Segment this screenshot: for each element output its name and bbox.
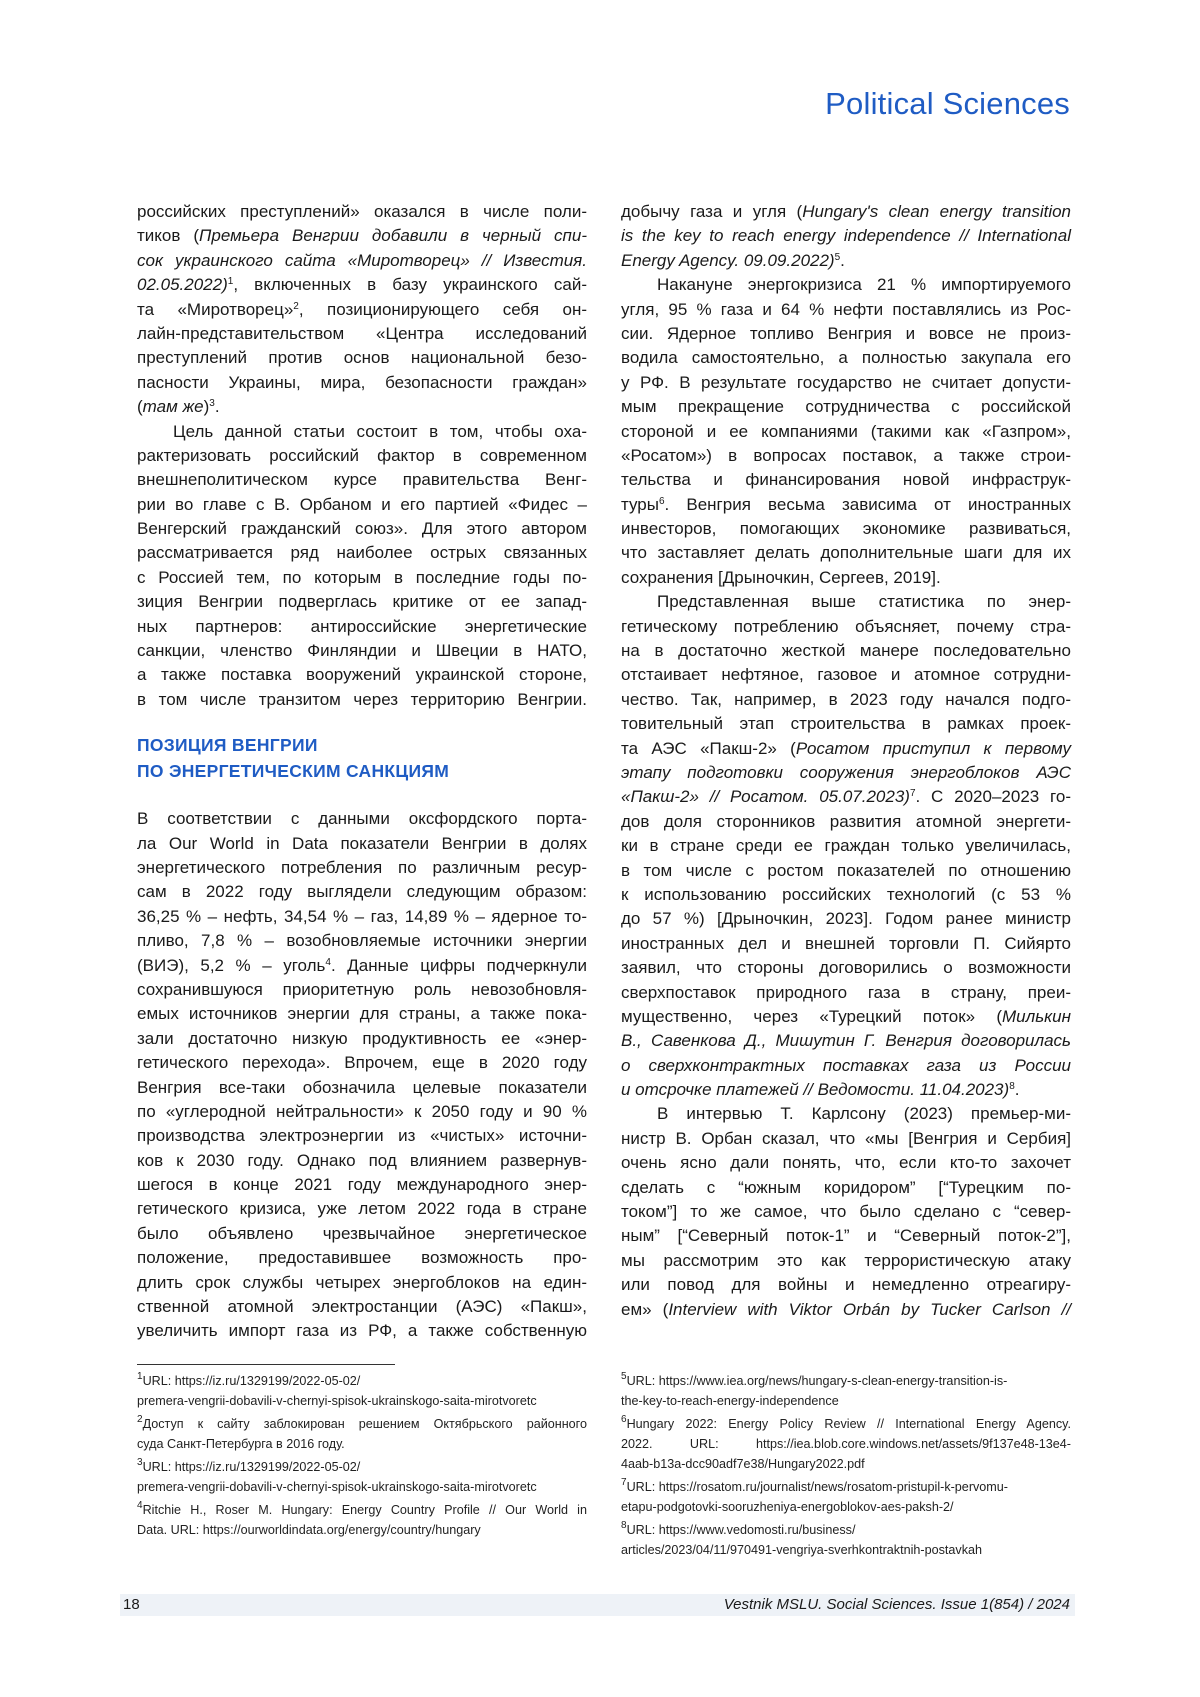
- text-segment: или повод для войны и немедленно отреагиру-: [621, 1275, 1071, 1294]
- text-line: [621, 1455, 1071, 1475]
- text-line: [621, 859, 1071, 883]
- text-segment: у РФ. В результате государство не считает допусти-: [621, 373, 1071, 392]
- footnote-marker: 8: [1009, 1081, 1015, 1092]
- body-paragraph: [621, 590, 1071, 1102]
- text-segment: . Венгрия весьма зависима от иностранных: [665, 495, 1071, 514]
- italic-citation: Interview with Viktor Orbán by Tucker Carlson //: [668, 1300, 1071, 1319]
- text-segment: URL: https://iz.ru/1329199/2022-05-02/: [143, 1374, 361, 1388]
- text-segment: сделать с “южным коридором” [“Турецким по-: [621, 1178, 1071, 1197]
- text-segment: заявил, что стороны договорились о возможности: [621, 958, 1071, 977]
- text-line: [137, 1295, 587, 1319]
- text-line: [137, 1027, 587, 1051]
- text-line: [137, 1173, 587, 1197]
- text-line: [137, 493, 587, 517]
- text-line: [137, 880, 587, 904]
- text-segment: мым прекращение сотрудничества с российской: [621, 397, 1071, 416]
- text-segment: URL: https://rosatom.ru/journalist/news/rosatom-pristupil-k-pervomu-: [627, 1480, 1008, 1494]
- text-segment: иностранных дел и внешней торговли П. Сийярто: [621, 934, 1071, 953]
- text-segment: отстаивает нефтяное, газовое и атомное сотрудни-: [621, 665, 1071, 684]
- text-segment: гетического перехода». Впрочем, еще в 2020 году: [137, 1053, 587, 1072]
- text-line: [137, 371, 587, 395]
- text-line: [621, 1372, 1071, 1392]
- text-segment: articles/2023/04/11/970491-vengriya-sverhkontraktnih-postavkah: [621, 1543, 982, 1557]
- text-segment: , включенных в базу украинского сай-: [233, 275, 587, 294]
- text-segment: с Россией тем, по которым в последние годы по-: [137, 568, 587, 587]
- page-number: 18: [123, 1596, 140, 1613]
- footnote-marker: 6: [659, 496, 665, 507]
- text-line: [621, 615, 1071, 639]
- text-line: [137, 1051, 587, 1075]
- italic-citation: Hungary's clean energy transition: [802, 202, 1071, 221]
- text-segment: сохранения [Дрыночкин, Сергеев, 2019].: [621, 568, 941, 587]
- text-segment: «Росатом») в вопросах поставок, а также строи-: [621, 446, 1071, 465]
- text-segment: ем» (: [621, 1300, 668, 1319]
- footnote-4: [137, 1501, 587, 1541]
- text-line: [621, 1078, 1071, 1102]
- text-segment: ков к 2030 году. Однако под влиянием развернув-: [137, 1151, 587, 1170]
- footnote-marker: 5: [621, 1371, 627, 1382]
- text-line: [621, 493, 1071, 517]
- text-segment: сохранившуюся приоритетную роль невозобновля-: [137, 980, 587, 999]
- italic-citation: Energy Agency. 09.09.2022): [621, 251, 835, 270]
- text-line: [137, 1435, 587, 1455]
- text-segment: туры: [621, 495, 659, 514]
- body-paragraph: [621, 1102, 1071, 1322]
- text-segment: . Данные цифры подчеркнули: [331, 956, 587, 975]
- text-segment: производства электроэнергии из «чистых» источни-: [137, 1126, 587, 1145]
- text-segment: URL: https://www.iea.org/news/hungary-s-clean-energy-transition-is-: [627, 1374, 1008, 1388]
- text-segment: ки в стране среди ее граждан только увеличилась,: [621, 836, 1071, 855]
- text-segment: чество. Так, например, в 2023 году начался подго-: [621, 690, 1071, 709]
- text-segment: та АЭС «Пакш-2» (: [621, 739, 796, 758]
- text-line: [137, 420, 587, 444]
- body-paragraph: [137, 807, 587, 1344]
- text-line: [621, 907, 1071, 931]
- text-line: [137, 322, 587, 346]
- text-segment: водила самостоятельно, а полностью закупала его: [621, 348, 1071, 367]
- text-line: [137, 1478, 587, 1498]
- text-segment: было объявлено чрезвычайное энергетическое: [137, 1224, 587, 1243]
- text-segment: сам в 2022 году выглядели следующим образом:: [137, 882, 587, 901]
- text-segment: , позиционирующего себя он-: [299, 300, 587, 319]
- text-segment: длить срок службы четырех энергоблоков на един-: [137, 1273, 587, 1292]
- text-line: [621, 761, 1071, 785]
- text-line: [137, 1197, 587, 1221]
- text-line: [137, 1222, 587, 1246]
- footnote-6: [621, 1415, 1071, 1474]
- text-segment: ных партнеров: антироссийские энергетические: [137, 617, 587, 636]
- footnote-marker: 5: [835, 252, 841, 263]
- text-segment: товительный этап строительства в рамках проек-: [621, 714, 1071, 733]
- text-line: [137, 1458, 587, 1478]
- text-line: [137, 663, 587, 687]
- page-footer: [120, 1594, 1075, 1616]
- text-line: [621, 1498, 1071, 1518]
- text-segment: инвесторов, помогающих экономике развиваться,: [621, 519, 1071, 538]
- italic-citation: Премьера Венгрии добавили в черный спи-: [199, 226, 587, 245]
- text-segment: а также поставка вооружений украинской стороне,: [137, 665, 587, 684]
- text-line: [137, 517, 587, 541]
- text-line: [137, 832, 587, 856]
- section-heading: [137, 732, 587, 784]
- text-segment: Ritchie H., Roser M. Hungary: Energy Country Profile // Our World in: [143, 1503, 587, 1517]
- text-segment: током”] то же самое, что было сделано с “север-: [621, 1202, 1071, 1221]
- text-segment: пасности Украины, мира, безопасности граждан»: [137, 373, 587, 392]
- text-line: [621, 663, 1071, 687]
- text-line: [621, 883, 1071, 907]
- footnote-7: [621, 1478, 1071, 1518]
- text-segment: рии во главе с В. Орбаном и его партией «Фидес –: [137, 495, 587, 514]
- text-line: [621, 444, 1071, 468]
- text-line: [621, 1151, 1071, 1175]
- text-segment: угля, 95 % газа и 64 % нефти поставлялись из Рос-: [621, 300, 1071, 319]
- italic-citation: Росатом приступил к первому: [796, 739, 1071, 758]
- italic-citation: 02.05.2022): [137, 275, 228, 294]
- text-segment: Data. URL: https://ourworldindata.org/energy/country/hungary: [137, 1523, 481, 1537]
- text-segment: увеличить импорт газа из РФ, а также собственную: [137, 1321, 587, 1340]
- section-heading-line: ПО ЭНЕРГЕТИЧЕСКИМ САНКЦИЯМ: [137, 758, 587, 784]
- text-line: [621, 1273, 1071, 1297]
- text-line: [137, 444, 587, 468]
- text-segment: емых источников энергии для страны, а также пока-: [137, 1004, 587, 1023]
- footnotes-left: [137, 1372, 587, 1544]
- italic-citation: о сверхконтрактных поставках газа из России: [621, 1056, 1071, 1075]
- text-segment: .: [215, 397, 220, 416]
- text-line: [621, 1102, 1071, 1126]
- text-line: [621, 834, 1071, 858]
- text-line: [137, 856, 587, 880]
- text-segment: рактеризовать российский фактор в современном: [137, 446, 587, 465]
- footnote-marker: 7: [910, 788, 916, 799]
- text-segment: та «Миротворец»: [137, 300, 293, 319]
- text-line: [621, 1392, 1071, 1412]
- footnote-marker: 8: [621, 1520, 627, 1531]
- text-segment: ственной атомной электростанции (АЭС) «Пакш»,: [137, 1297, 587, 1316]
- text-segment: что заставляет делать дополнительные шаги для их: [621, 543, 1071, 562]
- text-segment: etapu-podgotovki-sooruzheniya-energoblokov-aes-paksh-2/: [621, 1500, 954, 1514]
- text-line: [137, 249, 587, 273]
- italic-citation: там же: [143, 397, 204, 416]
- footnote-1: [137, 1372, 587, 1412]
- text-line: [621, 1298, 1071, 1322]
- text-line: [621, 566, 1071, 590]
- text-line: [621, 298, 1071, 322]
- footnote-marker: 3: [137, 1457, 143, 1468]
- body-paragraph: [137, 420, 587, 713]
- text-segment: добычу газа и угля (: [621, 202, 802, 221]
- text-segment: санкции, членство Финляндии и Швеции в НАТО,: [137, 641, 587, 660]
- footnote-3: [137, 1458, 587, 1498]
- text-line: [137, 688, 587, 712]
- text-segment: Венгерский гражданский союз». Для этого автором: [137, 519, 587, 538]
- text-line: [621, 1005, 1071, 1029]
- text-segment: сверхпоставок природного газа в страну, преи-: [621, 983, 1071, 1002]
- text-line: [621, 639, 1071, 663]
- text-segment: .: [840, 251, 845, 270]
- section-title: Political Sciences: [825, 86, 1070, 122]
- text-line: [621, 346, 1071, 370]
- text-line: [137, 1392, 587, 1412]
- text-line: [621, 1054, 1071, 1078]
- text-line: [137, 1501, 587, 1521]
- text-line: [621, 785, 1071, 809]
- text-line: [621, 200, 1071, 224]
- text-segment: ным” [“Северный поток-1” и “Северный поток-2”],: [621, 1226, 1071, 1245]
- text-segment: 4aab-b13a-dcc90adf7e38/Hungary2022.pdf: [621, 1457, 865, 1471]
- text-line: [621, 468, 1071, 492]
- text-line: [621, 1029, 1071, 1053]
- text-line: [621, 322, 1071, 346]
- text-segment: преступлений против основ национальной безо-: [137, 348, 587, 367]
- italic-citation: «Пакш-2» // Росатом. 05.07.2023): [621, 787, 910, 806]
- text-segment: внешнеполитическом курсе правительства Венг-: [137, 470, 587, 489]
- text-segment: 36,25 % – нефть, 34,54 % – газ, 14,89 % – ядерное то-: [137, 907, 587, 926]
- italic-citation: сок украинского сайта «Миротворец» // Известия.: [137, 251, 587, 270]
- text-line: [621, 1415, 1071, 1435]
- text-segment: рассматривается ряд наиболее острых связанных: [137, 543, 587, 562]
- text-segment: гетического кризиса, уже летом 2022 года в стране: [137, 1199, 587, 1218]
- text-segment: Доступ к сайту заблокирован решением Октябрьского районного: [143, 1417, 587, 1431]
- text-line: [137, 1124, 587, 1148]
- text-segment: зали достаточно низкую продуктивность ее «энер-: [137, 1029, 587, 1048]
- text-segment: URL: https://iz.ru/1329199/2022-05-02/: [143, 1460, 361, 1474]
- text-line: [621, 224, 1071, 248]
- text-line: [621, 1541, 1071, 1561]
- text-line: [621, 517, 1071, 541]
- text-line: [621, 590, 1071, 614]
- footnote-marker: 2: [137, 1414, 143, 1425]
- text-segment: пливо, 7,8 % – возобновляемые источники энергии: [137, 931, 587, 950]
- text-line: [137, 1149, 587, 1173]
- text-segment: URL: https://www.vedomosti.ru/business/: [627, 1523, 856, 1537]
- text-line: [621, 1478, 1071, 1498]
- text-segment: Накануне энергокризиса 21 % импортируемого: [657, 275, 1071, 294]
- text-segment: суда Санкт-Петербурга в 2016 году.: [137, 1437, 345, 1451]
- text-segment: по «углеродной нейтральности» к 2050 году и 90 %: [137, 1102, 587, 1121]
- text-line: [621, 420, 1071, 444]
- text-line: [137, 615, 587, 639]
- text-line: [137, 200, 587, 224]
- text-line: [137, 639, 587, 663]
- text-segment: Венгрия все-таки обозначила целевые показатели: [137, 1078, 587, 1097]
- text-line: [621, 273, 1071, 297]
- text-line: [137, 954, 587, 978]
- footnote-marker: 7: [621, 1477, 627, 1488]
- italic-citation: В., Савенкова Д., Мишутин Г. Венгрия договорилась: [621, 1031, 1071, 1050]
- text-line: [137, 1100, 587, 1124]
- right-column: [621, 200, 1071, 1322]
- text-segment: стороной и ее компаниями (такими как «Газпром»,: [621, 422, 1071, 441]
- text-line: [621, 810, 1071, 834]
- text-line: [137, 468, 587, 492]
- text-segment: the-key-to-reach-energy-independence: [621, 1394, 839, 1408]
- text-line: [137, 978, 587, 1002]
- text-line: [137, 1521, 587, 1541]
- text-segment: тельства и финансирования новой инфраструк-: [621, 470, 1071, 489]
- text-line: [621, 1435, 1071, 1455]
- text-segment: premera-vengrii-dobavili-v-chernyi-spisok-ukrainskogo-saita-mirotvoretc: [137, 1394, 537, 1408]
- text-segment: российских преступлений» оказался в числе поли-: [137, 202, 587, 221]
- text-line: [621, 249, 1071, 273]
- text-line: [137, 541, 587, 565]
- text-segment: (: [137, 397, 143, 416]
- text-line: [621, 712, 1071, 736]
- text-line: [137, 224, 587, 248]
- text-segment: ла Our World in Data показатели Венгрии в долях: [137, 834, 587, 853]
- text-line: [137, 566, 587, 590]
- footnote-marker: 1: [137, 1371, 143, 1382]
- text-segment: Hungary 2022: Energy Policy Review // International Energy Agency.: [627, 1417, 1071, 1431]
- section-heading-line: ПОЗИЦИЯ ВЕНГРИИ: [137, 732, 587, 758]
- text-line: [137, 1319, 587, 1343]
- text-segment: В интервью Т. Карлсону (2023) премьер-ми-: [657, 1104, 1071, 1123]
- text-line: [137, 1415, 587, 1435]
- footnote-marker: 1: [228, 276, 234, 287]
- text-line: [621, 371, 1071, 395]
- italic-citation: Милькин: [1002, 1007, 1071, 1026]
- text-line: [621, 1249, 1071, 1273]
- text-line: [137, 1271, 587, 1295]
- footnote-2: [137, 1415, 587, 1455]
- text-line: [137, 1246, 587, 1270]
- text-line: [137, 905, 587, 929]
- text-line: [621, 1176, 1071, 1200]
- italic-citation: этапу подготовки сооружения энергоблоков АЭС: [621, 763, 1071, 782]
- footnote-5: [621, 1372, 1071, 1412]
- text-segment: зиция Венгрии подверглась критике от ее запад-: [137, 592, 587, 611]
- text-line: [621, 981, 1071, 1005]
- text-line: [621, 932, 1071, 956]
- footnote-8: [621, 1521, 1071, 1561]
- text-line: [137, 395, 587, 419]
- text-line: [621, 956, 1071, 980]
- text-segment: .: [1015, 1080, 1020, 1099]
- body-paragraph: [137, 200, 587, 420]
- footnote-marker: 6: [621, 1414, 627, 1425]
- text-segment: . С 2020–2023 го-: [916, 787, 1072, 806]
- text-segment: до 57 %) [Дрыночкин, 2023]. Годом ранее министр: [621, 909, 1071, 928]
- text-line: [621, 1200, 1071, 1224]
- body-paragraph: [621, 273, 1071, 590]
- text-line: [137, 590, 587, 614]
- text-segment: очень ясно дали понять, что, если кто-то захочет: [621, 1153, 1071, 1172]
- text-line: [621, 688, 1071, 712]
- text-line: [137, 1002, 587, 1026]
- text-line: [137, 929, 587, 953]
- text-line: [137, 273, 587, 297]
- italic-citation: is the key to reach energy independence // International: [621, 226, 1071, 245]
- footnote-marker: 3: [209, 398, 215, 409]
- text-segment: тиков (: [137, 226, 199, 245]
- text-line: [137, 1076, 587, 1100]
- body-paragraph: [621, 200, 1071, 273]
- footnote-marker: 4: [325, 957, 331, 968]
- text-segment: гетическому потреблению объясняет, почему стра-: [621, 617, 1071, 636]
- italic-citation: и отсрочке платежей // Ведомости. 11.04.2023): [621, 1080, 1009, 1099]
- text-segment: мущественно, через «Турецкий поток» (: [621, 1007, 1002, 1026]
- text-segment: 2022. URL: https://iea.blob.core.windows.net/assets/9f137e48-13e4-: [621, 1437, 1071, 1451]
- text-segment: в том числе с ростом показателей по отношению: [621, 861, 1071, 880]
- text-segment: нистр В. Орбан сказал, что «мы [Венгрия и Сербия]: [621, 1129, 1071, 1148]
- text-line: [137, 298, 587, 322]
- text-segment: В соответствии с данными оксфордского порта-: [137, 809, 587, 828]
- text-line: [137, 1372, 587, 1392]
- text-segment: premera-vengrii-dobavili-v-chernyi-spisok-ukrainskogo-saita-mirotvoretc: [137, 1480, 537, 1494]
- text-segment: на в достаточно жесткой манере последовательно: [621, 641, 1071, 660]
- text-segment: ): [204, 397, 210, 416]
- text-line: [621, 1127, 1071, 1151]
- text-line: [621, 395, 1071, 419]
- journal-citation: Vestnik MSLU. Social Sciences. Issue 1(854) / 2024: [724, 1596, 1070, 1613]
- text-line: [621, 1224, 1071, 1248]
- text-line: [621, 541, 1071, 565]
- text-segment: Представленная выше статистика по энер-: [657, 592, 1071, 611]
- footnote-marker: 4: [137, 1500, 143, 1511]
- text-segment: сии. Ядерное топливо Венгрия и вовсе не произ-: [621, 324, 1071, 343]
- text-line: [621, 737, 1071, 761]
- left-column: [137, 200, 587, 1344]
- text-segment: шегося в конце 2021 году международного энер-: [137, 1175, 587, 1194]
- text-segment: (ВИЭ), 5,2 % – уголь: [137, 956, 325, 975]
- text-segment: к использованию российских технологий (с 53 %: [621, 885, 1071, 904]
- text-segment: положение, предоставившее возможность про-: [137, 1248, 587, 1267]
- footnote-marker: 2: [293, 301, 299, 312]
- text-line: [621, 1521, 1071, 1541]
- text-segment: мы рассмотрим это как террористическую атаку: [621, 1251, 1071, 1270]
- text-segment: энергетического потребления по различным ресур-: [137, 858, 587, 877]
- text-line: [137, 346, 587, 370]
- footnote-divider: [137, 1364, 395, 1365]
- text-segment: в том числе транзитом через территорию Венгрии.: [137, 690, 587, 709]
- text-segment: Цель данной статьи состоит в том, чтобы оха-: [173, 422, 587, 441]
- text-segment: лайн-представительством «Центра исследований: [137, 324, 587, 343]
- text-line: [137, 807, 587, 831]
- footnotes-right: [621, 1372, 1071, 1564]
- text-segment: дов доля сторонников развития атомной энергети-: [621, 812, 1071, 831]
